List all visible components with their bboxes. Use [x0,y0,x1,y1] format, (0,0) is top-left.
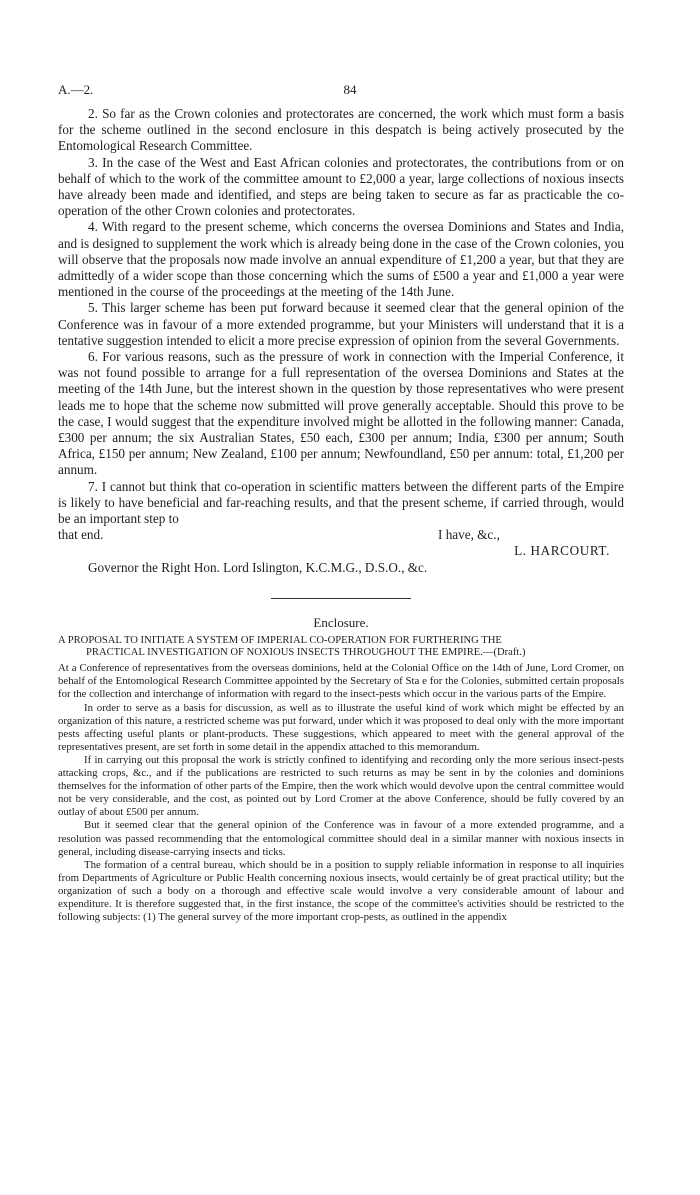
paragraph-2: 2. So far as the Crown colonies and protectorates are concerned, the work which must form a basis for the scheme outlined in the second enclosure in this despatch is being actively prosecuted by the Entomological Research Committee. [58,106,624,154]
letter-closing [58,527,624,560]
signature: L. HARCOURT. [514,543,610,559]
paragraph-4: 4. With regard to the present scheme, which concerns the oversea Dominions and States and India, and is designed to supplement the work which is already being done in the case of the Crown colonies, you will observe that the proposals now made involve an annual expenditure of £1,200 a year, but that they are admittedly of a wider scope than those concerning which the sums of £500 a year and £1,000 a year were mentioned in the course of the proceedings at the meeting of the 14th June. [58,219,624,300]
enclosure-title: Enclosure. [313,615,369,631]
paragraph-3: 3. In the case of the West and East African colonies and protectorates, the contributions from or on behalf of which to the work of the committee amount to £2,000 a year, large collections of noxious insects have already been made and identified, and steps are being taken to secure as far as practicable the co-operation of the other Crown colonies and protectorates. [58,154,624,219]
paragraph-7: 7. I cannot but think that co-operation in scientific matters between the different parts of the Empire is likely to have beneficial and far-reaching results, and that the present scheme, if carried through, would be an important step to [58,478,624,527]
page-number: 84 [343,82,357,97]
letter-body [58,106,624,924]
closing-salutation: I have, &c., [438,527,500,543]
section-divider [271,598,411,599]
addressee: Governor the Right Hon. Lord Islington, K.C.M.G., D.S.O., &c. [88,560,428,576]
enclosure-heading [58,635,624,661]
enclosure-paragraph: But it seemed clear that the general opinion of the Conference was in favour of a more extended programme, and a resolution was passed recommending that the entomological committee should deal in a similar manner with noxious insects in general, including disease-carrying insects and ticks. [58,819,624,858]
enclosure-body [58,662,624,924]
enclosure-paragraph: At a Conference of representatives from the overseas dominions, held at the Colonial Office on the 14th of June, Lord Cromer, on behalf of the Entomological Research Committee appointed by the Secretary of Sta e for the Colonies, submitted certain proposals for the collection and interchange of information with regard to the insect-pests which occur in the various parts of the Empire. [58,662,624,701]
closing-end: that end. [58,527,104,543]
page-header [58,82,642,102]
document-reference: A.—2. [58,82,94,97]
enclosure-paragraph: The formation of a central bureau, which should be in a position to supply reliable information in response to all inquiries from Departments of Agriculture or Public Health concerning noxious insects, would certainly be of great practical utility; but the organization of such a body on a thorough and effective scale would involve a very considerable amount of labour and expenditure. It is therefore suggested that, in the first instance, the scope of the committee's activities should be restricted to the following subjects: (1) The general survey of the more important crop-pests, as outlined in the appendix [58,858,624,924]
enclosure-paragraph: In order to serve as a basis for discussion, as well as to illustrate the useful kind of work which might be effected by an organization of this nature, a restricted scheme was put forward, under which it was proposed to deal only with the more important pests affecting useful plants or plant-products. These suggestions, which appeared to meet with the general approval of the representatives present, are set forth in some detail in the appendix attached to this memorandum. [58,701,624,753]
enclosure-paragraph: If in carrying out this proposal the work is strictly confined to identifying and recording only the more serious insect-pests attacking crops, &c., and if the publications are restricted to such returns as may be sent in by the colonies and dominions themselves for the information of other parts of the Empire, then the work which would devolve upon the central committee would not be very considerable, and the cost, as pointed out by Lord Cromer at the above Conference, should be fully covered by an outlay of about £500 per annum. [58,753,624,819]
enclosure-heading-line-2: PRACTICAL INVESTIGATION OF NOXIOUS INSECTS THROUGHOUT THE EMPIRE.—(Draft.) [86,647,526,659]
paragraph-5: 5. This larger scheme has been put forward because it seemed clear that the general opinion of the Conference was in favour of a more extended programme, but your Ministers will understand that it is a tentative suggestion intended to elicit a more precise expression of opinion from the several Governments. [58,300,624,348]
enclosure-heading-line-1: A PROPOSAL TO INITIATE A SYSTEM OF IMPERIAL CO-OPERATION FOR FURTHERING THE [58,634,502,646]
paragraph-6: 6. For various reasons, such as the pressure of work in connection with the Imperial Conference, it was not found possible to arrange for a full representation of the oversea Dominions and States at the meeting of the 14th June, but the interest shown in the question by those representatives who were present leads me to hope that the scheme now submitted will prove generally acceptable. Should this prove to be the case, I would suggest that the expenditure involved might be allotted in the following manner: Canada, £300 per annum; the six Australian States, £50 each, £300 per annum; India, £300 per annum; South Africa, £150 per annum; New Zealand, £100 per annum; Newfoundland, £50 per annum: total, £1,200 per annum. [58,349,624,478]
